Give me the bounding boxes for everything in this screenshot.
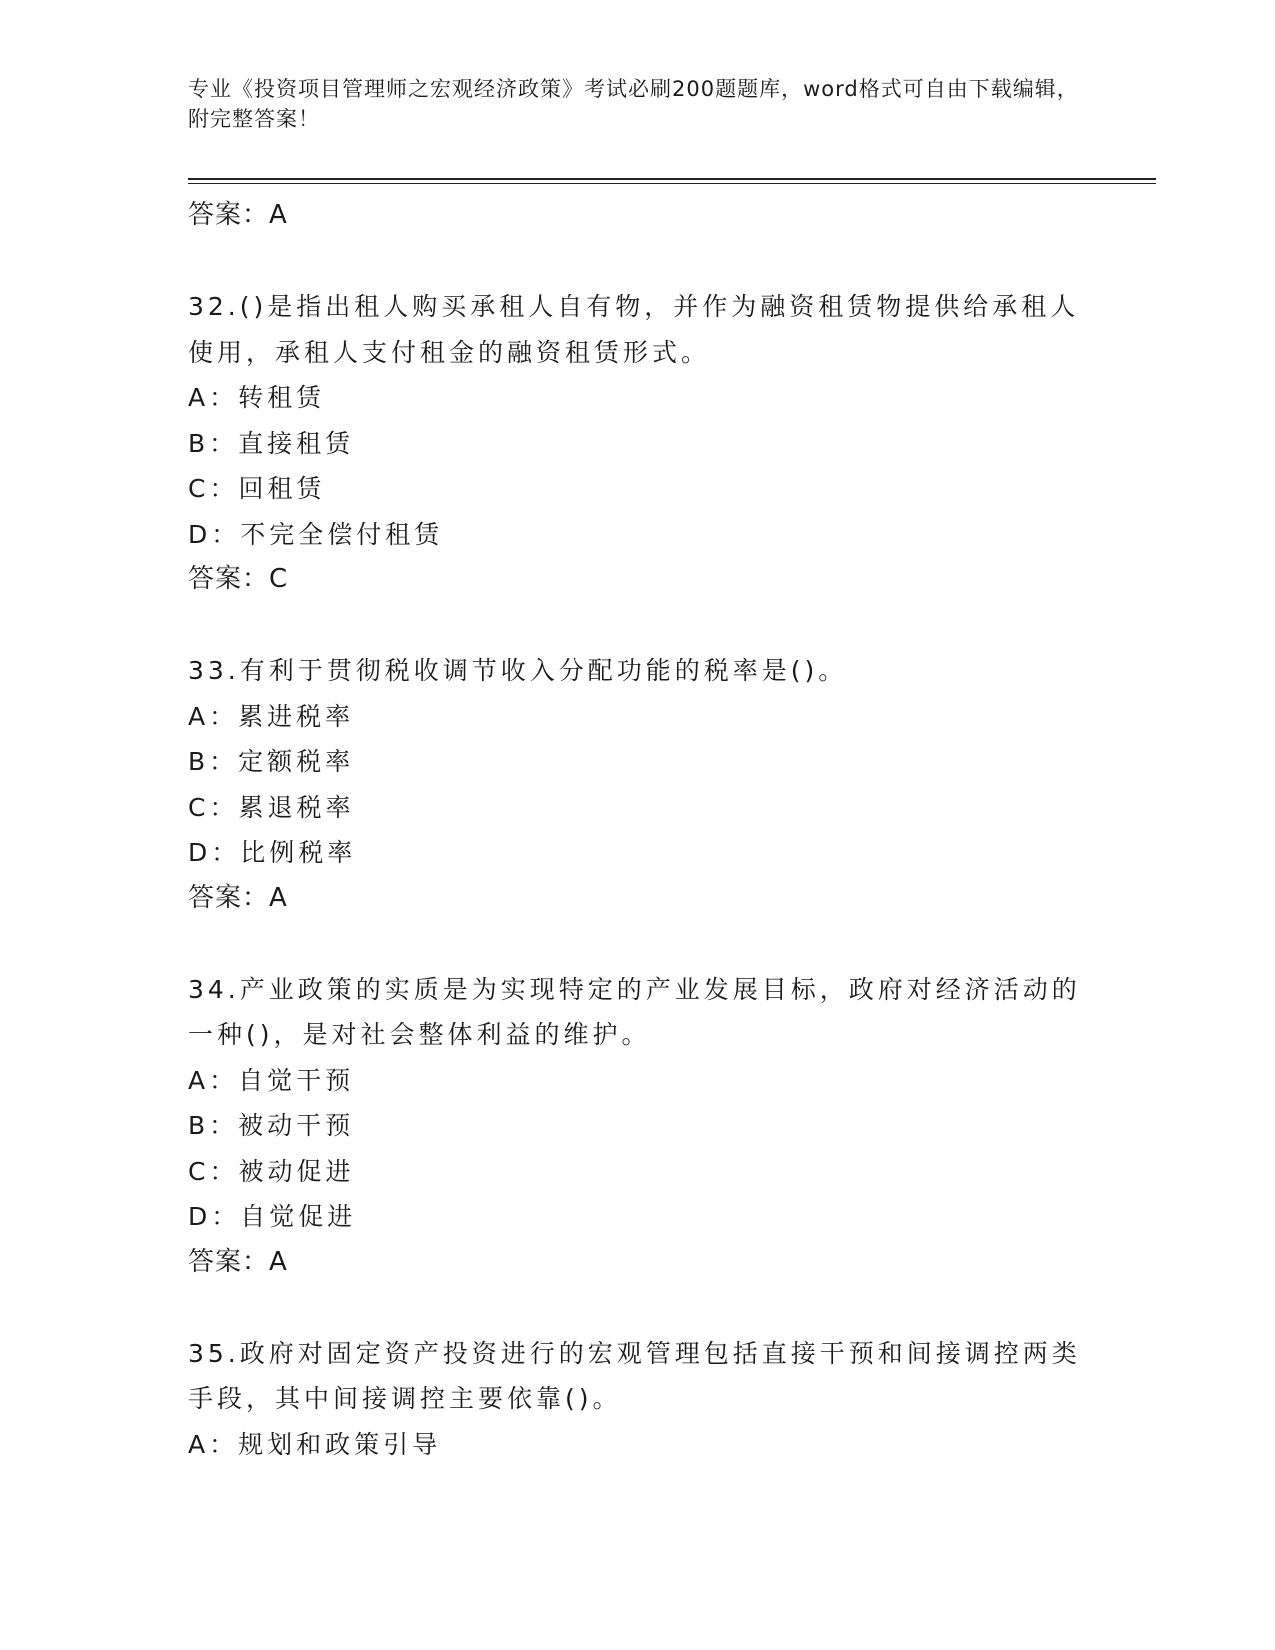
question-answer: 答案：A — [188, 1246, 288, 1277]
option-b: B：定额税率 — [188, 747, 355, 776]
option-d: D：不完全偿付租赁 — [188, 519, 444, 549]
question-stem: 33.有利于贯彻税收调节收入分配功能的税率是()。 — [188, 656, 848, 685]
question-stem: 34.产业政策的实质是为实现特定的产业发展目标，政府对经济活动的一种()，是对社会整体利益的维护。 — [188, 974, 1081, 1049]
question-35 — [188, 1331, 1088, 1468]
previous-answer: 答案：A — [188, 200, 288, 230]
option-b: B：直接租赁 — [188, 428, 355, 458]
question-answer: 答案：C — [188, 564, 289, 594]
option-d: D：自觉促进 — [188, 1202, 357, 1231]
question-answer: 答案：A — [188, 882, 288, 913]
option-b: B：被动干预 — [188, 1111, 355, 1140]
question-33 — [188, 648, 1088, 921]
option-a: A：自觉干预 — [188, 1065, 355, 1095]
question-stem: 32.()是指出租人购买承租人自有物，并作为融资租赁物提供给承租人使用，承租人支付租金的融资租赁形式。 — [188, 292, 1080, 367]
header-rule-thin — [188, 183, 1156, 184]
question-34 — [188, 967, 1088, 1286]
option-a: A：累进税率 — [188, 701, 355, 731]
question-32 — [188, 284, 1088, 603]
option-c: C：累退税率 — [188, 792, 355, 822]
option-a: A：转租赁 — [188, 383, 326, 412]
question-stem: 35.政府对固定资产投资进行的宏观管理包括直接干预和间接调控两类手段，其中间接调控主要依靠()。 — [188, 1338, 1081, 1413]
option-d: D：比例税率 — [188, 838, 357, 867]
document-header: 专业《投资项目管理师之宏观经济政策》考试必刷200题题库，word格式可自由下载编辑，附完整答案！ — [188, 77, 1079, 131]
document-body — [188, 193, 1088, 1467]
option-c: C：被动促进 — [188, 1156, 355, 1186]
option-a: A：规划和政策引导 — [188, 1429, 442, 1459]
header-rule-thick — [188, 178, 1156, 180]
option-c: C：回租赁 — [188, 474, 326, 503]
